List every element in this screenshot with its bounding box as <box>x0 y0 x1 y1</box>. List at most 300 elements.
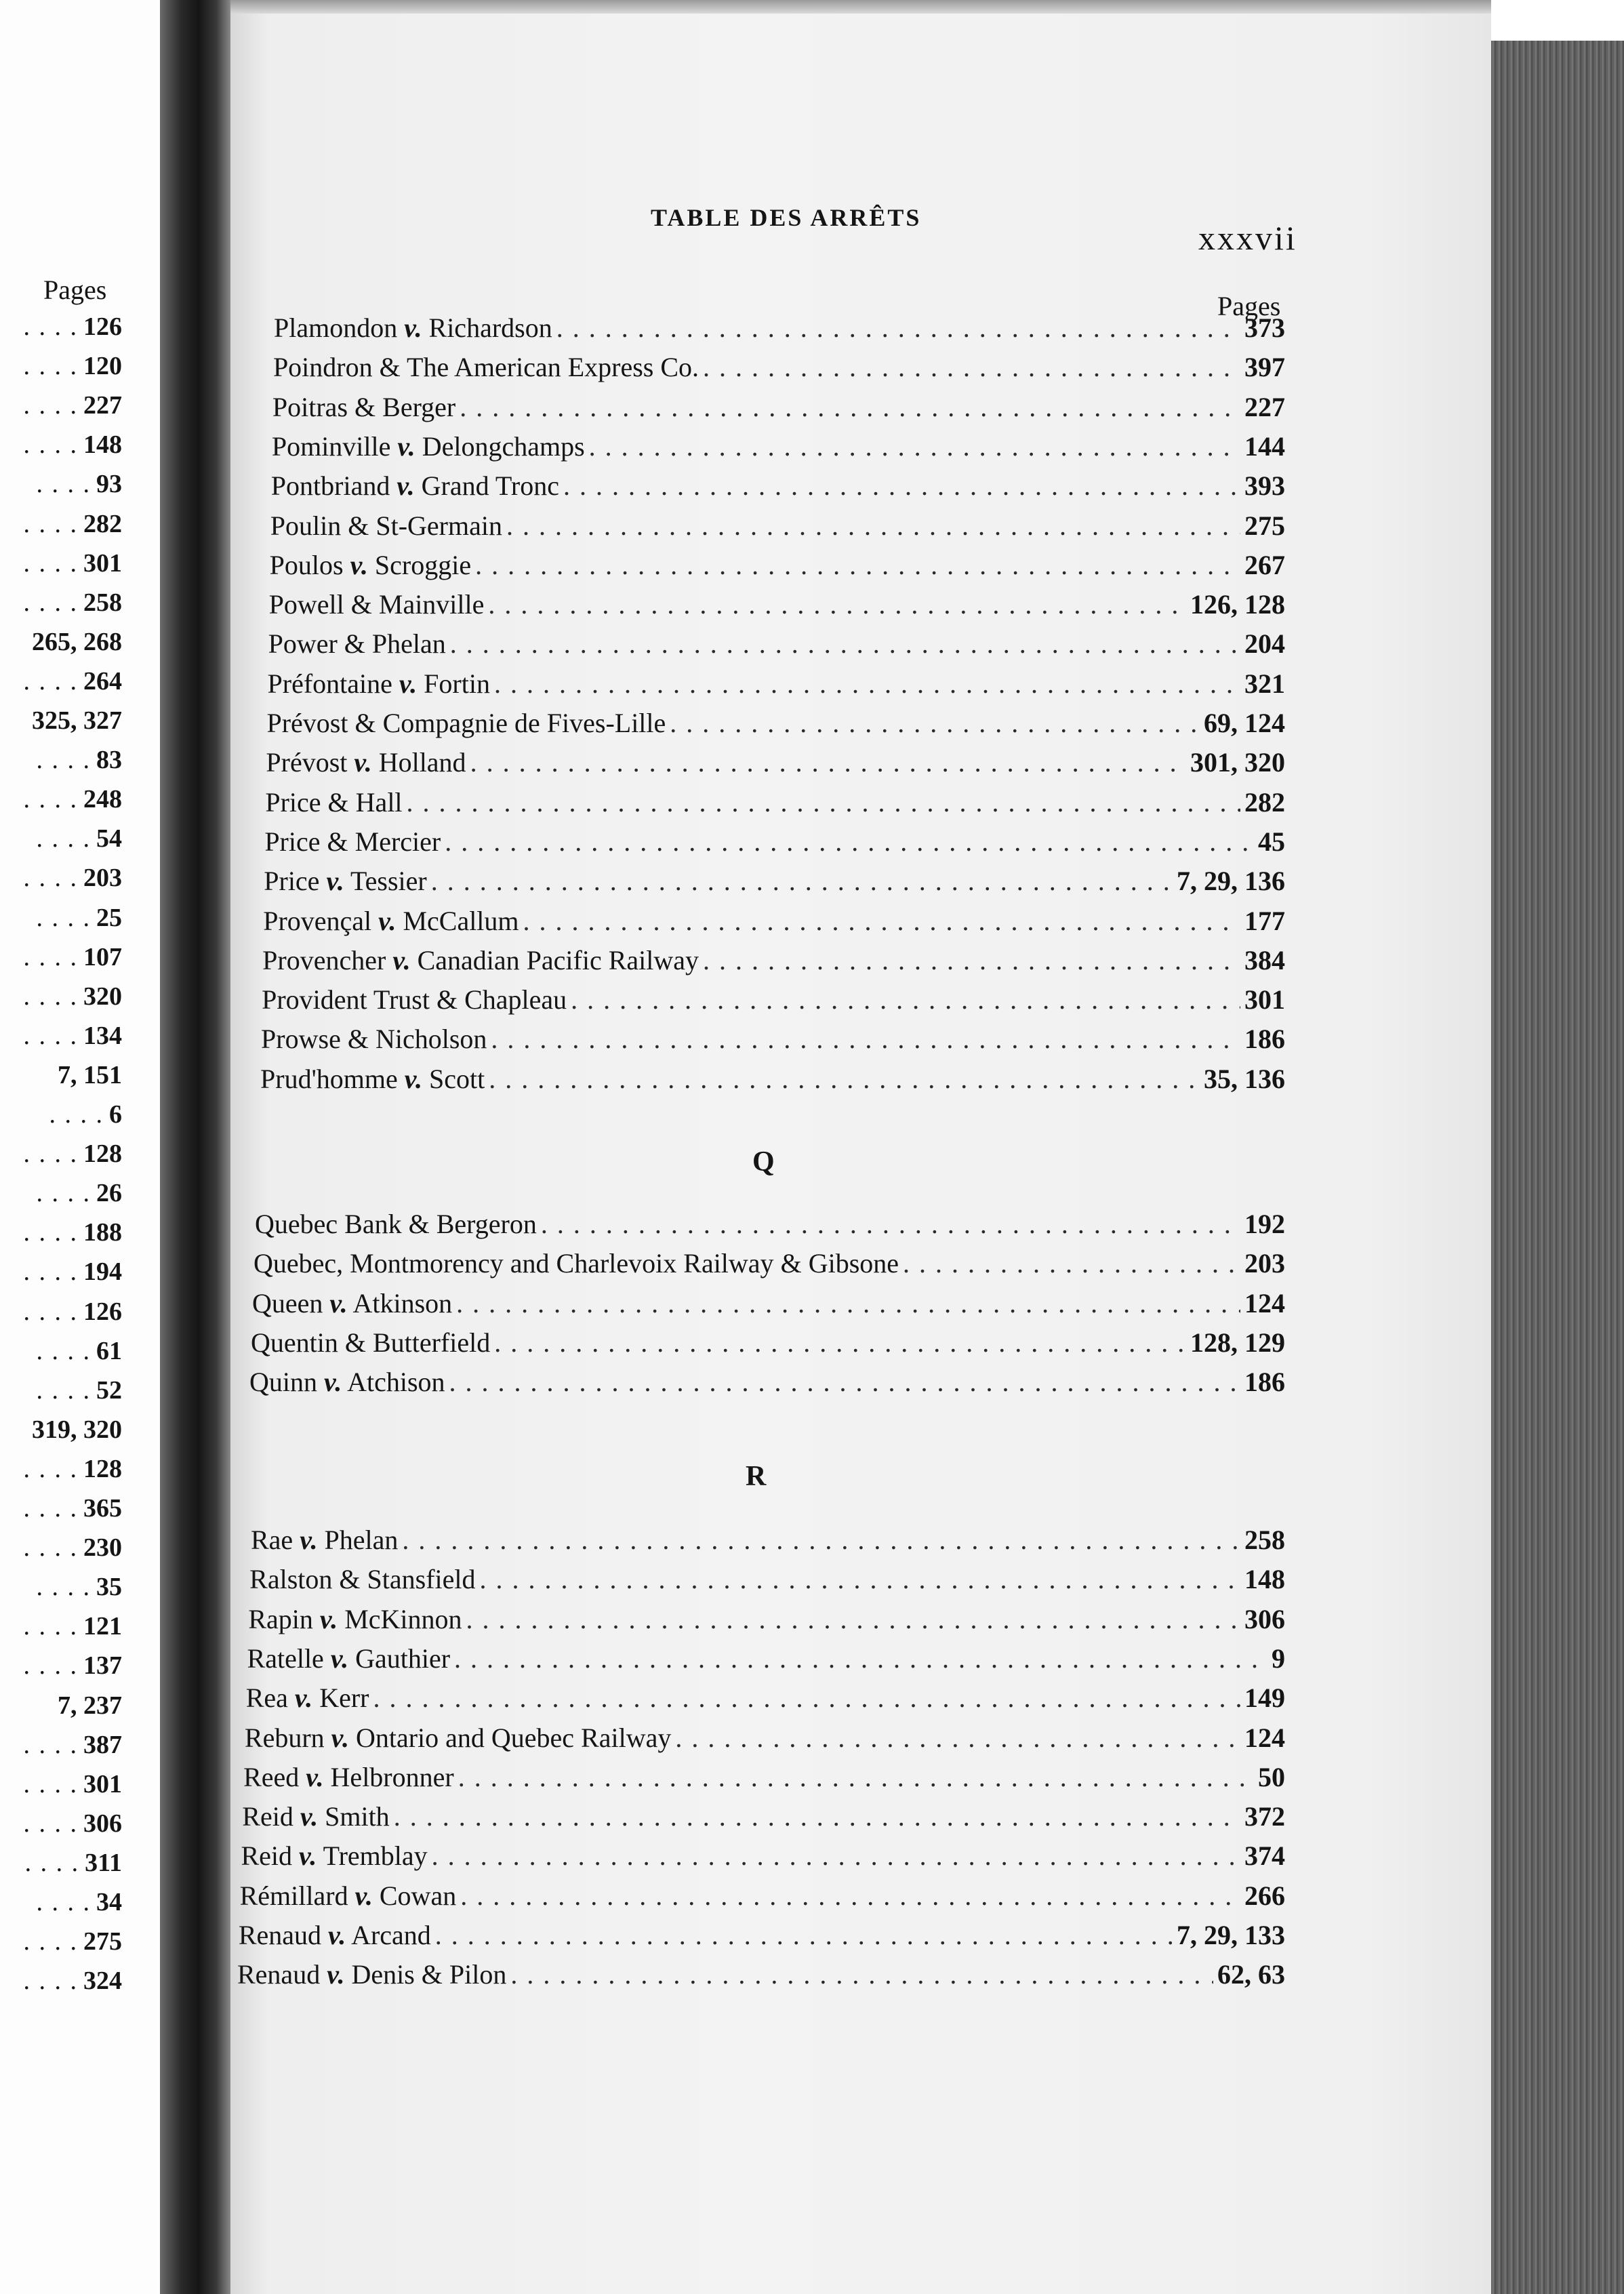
dot-leader <box>675 1722 1240 1754</box>
party-a: Renaud <box>238 1920 321 1950</box>
left-page-reference <box>0 1848 122 1878</box>
party-a: Prowse <box>261 1024 341 1055</box>
page-number: 194 <box>83 1257 122 1287</box>
left-page-reference <box>0 1809 122 1838</box>
party-separator: v. <box>300 1801 319 1832</box>
page-reference: 393 <box>1244 470 1285 502</box>
left-page-reference <box>0 1927 122 1956</box>
case-parties <box>249 1366 445 1398</box>
page-number: 365 <box>83 1494 122 1523</box>
dot-leader: . . . . <box>23 1021 78 1050</box>
index-entry <box>239 1919 1285 1954</box>
case-parties <box>247 1643 451 1674</box>
page-reference: 177 <box>1244 905 1285 936</box>
party-b: Stansfield <box>367 1564 476 1595</box>
dot-leader: . . . . <box>23 1257 78 1287</box>
index-entry <box>247 1643 1285 1678</box>
index-entry <box>272 430 1285 466</box>
dot-leader: . . . . <box>23 785 78 814</box>
page-number: 120 <box>83 352 122 381</box>
case-parties <box>251 1327 490 1359</box>
page-number: 128 <box>83 1140 122 1169</box>
dot-leader <box>394 1800 1240 1832</box>
party-separator: v. <box>404 313 422 343</box>
party-separator: v. <box>399 668 418 699</box>
dot-leader: . . . . <box>23 313 78 341</box>
dot-leader <box>589 430 1240 462</box>
dot-leader: . . . . <box>23 588 78 617</box>
index-entry <box>240 1880 1285 1915</box>
party-separator: v. <box>354 747 372 778</box>
index-entry <box>274 312 1285 347</box>
left-page-reference <box>0 1572 122 1602</box>
page-number: 148 <box>83 430 122 460</box>
dot-leader: . . . . <box>23 982 78 1011</box>
page-number: 264 <box>83 666 122 696</box>
case-parties <box>243 1761 454 1793</box>
page-reference: 45 <box>1257 826 1285 857</box>
dot-leader <box>456 1287 1240 1319</box>
party-a: Ralston <box>249 1564 333 1595</box>
dot-leader: . . . . <box>23 509 78 538</box>
party-a: Poulos <box>269 549 344 580</box>
dot-leader <box>449 1366 1240 1398</box>
party-separator: & <box>347 1024 369 1055</box>
party-a: Ratelle <box>247 1643 324 1674</box>
page-number: 128 <box>83 1454 122 1483</box>
page-reference: 186 <box>1244 1367 1285 1398</box>
party-a: Pontbriand <box>270 470 390 502</box>
case-parties <box>252 1287 452 1319</box>
page-number: 265, 268 <box>32 627 122 656</box>
dot-leader <box>506 510 1240 542</box>
dot-leader: . . . . <box>23 1140 78 1169</box>
party-separator: & <box>354 391 376 422</box>
party-a: Power <box>268 628 338 660</box>
page-number: 203 <box>83 864 122 893</box>
left-page-reference <box>0 1178 122 1208</box>
page-number: 325, 327 <box>32 706 122 735</box>
case-parties <box>274 312 552 344</box>
page-number: 275 <box>83 1927 122 1956</box>
party-b: St-Germain <box>375 510 502 541</box>
left-page-reference <box>0 863 122 893</box>
page-number: 6 <box>109 1100 122 1129</box>
page-reference: 321 <box>1244 668 1285 699</box>
page-number: 7, 237 <box>58 1691 122 1720</box>
party-separator: & <box>350 589 372 620</box>
dot-leader: . . . . <box>23 1612 78 1641</box>
dot-leader <box>523 905 1240 937</box>
index-entry <box>253 1247 1285 1283</box>
page-number: 306 <box>83 1809 122 1838</box>
index-entry <box>272 391 1285 426</box>
party-a: Prévost <box>266 747 348 778</box>
folio: xxxvii <box>1198 219 1297 257</box>
section-letter: Q <box>752 1146 775 1178</box>
left-facing-page <box>0 0 160 2294</box>
page-reference: 124 <box>1244 1287 1285 1319</box>
dot-leader <box>445 826 1254 858</box>
party-b: Scroggie <box>374 549 472 580</box>
case-parties <box>266 707 666 739</box>
page-reference: 275 <box>1244 510 1285 541</box>
dot-leader: . . . . <box>23 1533 78 1563</box>
party-a: Provident <box>262 984 367 1015</box>
party-separator: & <box>780 1248 802 1279</box>
party-separator: & <box>344 628 365 660</box>
page-reference: 35, 136 <box>1204 1063 1285 1094</box>
party-separator: v. <box>319 1603 338 1634</box>
dot-leader: . . . . <box>23 1769 78 1798</box>
party-a: Préfontaine <box>267 668 392 699</box>
party-a: Poulin <box>270 510 342 541</box>
left-page-reference <box>0 1691 122 1720</box>
case-parties <box>269 588 485 620</box>
page-number: 301 <box>83 548 122 578</box>
party-b: Canadian Pacific Railway <box>417 944 699 975</box>
party-a: Plamondon <box>274 313 398 343</box>
party-b: Arcand <box>351 1920 431 1950</box>
party-separator: v. <box>327 1959 345 1990</box>
page-reference: 204 <box>1244 628 1285 660</box>
case-parties <box>253 1247 899 1279</box>
left-page-reference <box>0 1493 122 1523</box>
page-reference: 258 <box>1244 1525 1285 1555</box>
left-page-reference <box>0 548 122 578</box>
party-b: Denis & Pilon <box>351 1959 507 1990</box>
party-separator: v. <box>294 1683 313 1714</box>
party-separator: & <box>327 786 349 818</box>
index-entry <box>260 1063 1285 1098</box>
page-number: 282 <box>83 509 122 538</box>
page-number: 93 <box>96 470 122 499</box>
index-entry <box>270 510 1285 545</box>
book-page-edges <box>1491 41 1624 2294</box>
page-number: 311 <box>85 1848 122 1877</box>
party-b: Mainville <box>378 589 485 620</box>
left-page-reference <box>0 1060 122 1090</box>
party-a: Reid <box>241 1840 292 1872</box>
case-parties <box>241 1840 427 1872</box>
left-page-reference <box>0 1139 122 1169</box>
party-b: Atkinson <box>352 1287 453 1319</box>
index-entry <box>249 1366 1285 1401</box>
dot-leader: . . . . <box>23 864 78 893</box>
party-b: Mercier <box>354 826 441 857</box>
party-b: Atchison <box>347 1367 445 1398</box>
party-a: Price <box>264 866 320 897</box>
case-parties <box>268 668 490 700</box>
party-a: Reburn <box>244 1722 325 1753</box>
dot-leader <box>431 865 1173 897</box>
index-entry <box>268 628 1285 663</box>
dot-leader <box>491 1023 1240 1055</box>
right-pages-label: Pages <box>1217 291 1281 321</box>
case-parties <box>263 905 519 937</box>
party-b: Butterfield <box>373 1327 491 1358</box>
party-separator: v. <box>331 1722 349 1753</box>
page-number: 61 <box>96 1336 122 1365</box>
dot-leader: . . . . <box>23 1218 78 1247</box>
case-parties <box>255 1208 537 1240</box>
book-gutter <box>160 0 230 2294</box>
party-a: Powell <box>268 589 344 620</box>
left-page-reference <box>0 1454 122 1484</box>
page-reference: 69, 124 <box>1203 708 1285 738</box>
dot-leader: . . . . <box>36 746 91 775</box>
index-entry <box>241 1840 1285 1875</box>
dot-leader <box>480 1563 1240 1595</box>
case-parties <box>270 549 471 581</box>
page-number: 126 <box>83 1297 122 1326</box>
party-a: Rapin <box>248 1603 313 1634</box>
party-separator: v. <box>299 1840 317 1872</box>
party-separator: v. <box>397 430 415 462</box>
dot-leader <box>402 1524 1240 1556</box>
party-separator: v. <box>324 1367 342 1398</box>
left-page-reference <box>0 1218 122 1247</box>
page-number: 387 <box>83 1730 122 1759</box>
left-page-reference <box>0 1336 122 1366</box>
party-separator: v. <box>326 866 344 897</box>
dot-leader <box>903 1247 1240 1279</box>
case-parties <box>264 826 441 858</box>
dot-leader <box>703 944 1240 976</box>
party-a: Prévost <box>266 708 348 738</box>
left-page-reference <box>0 1297 122 1327</box>
index-entry <box>263 905 1285 940</box>
dot-leader: . . . . <box>36 1336 91 1365</box>
party-separator: v. <box>350 549 368 580</box>
left-page-reference <box>0 666 122 696</box>
dot-leader <box>494 1327 1186 1359</box>
index-entry <box>269 588 1285 624</box>
index-entry <box>237 1958 1285 1994</box>
party-a: Prud'homme <box>260 1063 398 1094</box>
dot-leader: . . . . <box>23 548 78 578</box>
party-a: Provencher <box>262 944 386 975</box>
page-number: 301 <box>83 1769 122 1798</box>
page-number: 320 <box>83 982 122 1011</box>
index-entry <box>262 944 1285 980</box>
case-parties <box>237 1958 506 1990</box>
left-page-reference <box>0 1887 122 1917</box>
party-a: Queen <box>252 1287 323 1319</box>
case-parties <box>273 351 699 383</box>
index-entry <box>266 746 1285 782</box>
left-page-reference <box>0 1375 122 1405</box>
party-b: Tremblay <box>323 1840 428 1872</box>
page-reference: 128, 129 <box>1190 1327 1285 1358</box>
left-page-reference <box>0 1100 122 1129</box>
party-separator: v. <box>404 1063 423 1094</box>
party-b: Richardson <box>428 313 552 343</box>
page-reference: 203 <box>1244 1248 1285 1279</box>
index-entry <box>249 1563 1285 1598</box>
case-parties <box>249 1563 475 1595</box>
case-parties <box>270 510 502 542</box>
left-page-reference <box>0 1966 122 1996</box>
left-page-reference <box>0 745 122 775</box>
case-parties <box>272 391 455 423</box>
page-number: 52 <box>96 1375 122 1405</box>
case-parties <box>266 746 466 778</box>
party-a: Quebec Bank <box>255 1209 402 1239</box>
party-b: The American Express Co. <box>407 352 699 383</box>
dot-leader: . . . . <box>23 1454 78 1483</box>
left-page-reference <box>0 942 122 972</box>
index-entry <box>252 1287 1285 1323</box>
left-page-reference <box>0 1257 122 1287</box>
page-number: 227 <box>83 391 122 420</box>
case-parties <box>271 470 559 502</box>
party-b: Nicholson <box>375 1024 487 1055</box>
case-parties <box>272 430 585 462</box>
case-parties <box>239 1919 431 1951</box>
left-page-reference <box>0 1611 122 1641</box>
section-letter: R <box>746 1461 767 1492</box>
page-reference: 384 <box>1244 944 1285 975</box>
left-page-reference <box>0 390 122 420</box>
dot-leader <box>556 312 1240 344</box>
dot-leader: . . . . <box>23 1809 78 1838</box>
party-a: Poindron <box>272 352 373 383</box>
dot-leader <box>488 588 1186 620</box>
dot-leader: . . . . <box>36 470 91 499</box>
party-b: Helbronner <box>330 1761 454 1792</box>
page-number: 258 <box>83 588 122 617</box>
dot-leader <box>703 351 1240 383</box>
page-reference: 373 <box>1244 313 1285 343</box>
page-number: 7, 151 <box>58 1060 122 1089</box>
dot-leader: . . . . <box>23 430 78 460</box>
page-reference: 186 <box>1244 1024 1285 1055</box>
party-separator: & <box>344 1327 366 1358</box>
left-pages-label: Pages <box>43 275 107 305</box>
dot-leader <box>450 628 1240 660</box>
party-a: Rae <box>251 1525 293 1555</box>
party-a: Price <box>265 786 321 818</box>
party-b: Delongchamps <box>422 430 585 462</box>
left-page-reference <box>0 588 122 618</box>
index-entry <box>243 1761 1285 1796</box>
dot-leader: . . . . <box>36 1375 91 1405</box>
page-number: 34 <box>96 1888 122 1916</box>
case-parties <box>260 1063 485 1095</box>
page-number: 126 <box>83 313 122 341</box>
dot-leader: . . . . <box>23 1730 78 1759</box>
case-parties <box>268 628 446 660</box>
dot-leader <box>475 549 1240 581</box>
party-a: Renaud <box>237 1959 321 1990</box>
party-b: McKinnon <box>344 1603 462 1634</box>
page-number: 137 <box>83 1651 122 1681</box>
dot-leader <box>466 1603 1240 1635</box>
left-page-reference <box>0 469 122 499</box>
party-separator: v. <box>306 1761 324 1792</box>
left-page-reference <box>0 903 122 933</box>
index-entry <box>246 1682 1285 1717</box>
party-a: Price <box>264 826 321 857</box>
index-entry <box>261 1023 1285 1058</box>
dot-leader: . . . . <box>23 352 78 381</box>
left-page-reference <box>0 784 122 814</box>
party-separator: & <box>348 510 369 541</box>
dot-leader: . . . . <box>36 1179 91 1208</box>
index-entry <box>268 668 1285 703</box>
dot-leader <box>470 746 1186 778</box>
page-reference: 149 <box>1244 1683 1285 1714</box>
page-number: 134 <box>83 1021 122 1050</box>
page-reference: 62, 63 <box>1217 1959 1285 1990</box>
case-parties <box>261 1023 487 1055</box>
page-number: 188 <box>83 1218 122 1247</box>
party-a: Quebec, Montmorency and Charlevoix Railway <box>253 1248 774 1279</box>
party-separator: v. <box>397 470 415 502</box>
case-parties <box>264 865 426 897</box>
dot-leader: . . . . <box>23 666 78 696</box>
party-separator: & <box>408 1209 430 1239</box>
party-a: Quinn <box>249 1367 317 1398</box>
party-separator: v. <box>330 1643 349 1674</box>
dot-leader: . . . . <box>23 1927 78 1956</box>
party-a: Rémillard <box>239 1880 348 1911</box>
index-entry <box>264 826 1285 861</box>
page-reference: 7, 29, 133 <box>1176 1920 1285 1950</box>
dot-leader <box>510 1958 1213 1990</box>
page-reference: 301, 320 <box>1190 747 1285 778</box>
left-page-reference <box>0 982 122 1011</box>
page-number: 230 <box>83 1533 122 1563</box>
page-reference: 267 <box>1244 549 1285 580</box>
party-a: Reed <box>243 1761 300 1792</box>
left-page-reference <box>0 706 122 736</box>
party-separator: v. <box>354 1880 373 1911</box>
dot-leader: . . . . <box>24 1848 80 1877</box>
party-b: Fortin <box>424 668 490 699</box>
party-b: Grand Tronc <box>421 470 559 502</box>
party-b: McCallum <box>403 905 519 936</box>
page-number: 26 <box>96 1179 122 1208</box>
page-reference: 7, 29, 136 <box>1176 866 1285 897</box>
left-page-reference <box>0 627 122 657</box>
page-number: 319, 320 <box>32 1415 122 1444</box>
index-entry <box>273 351 1285 386</box>
case-parties <box>240 1880 457 1912</box>
dot-leader <box>373 1682 1240 1714</box>
party-b: Scott <box>429 1063 485 1094</box>
page-number: 35 <box>96 1573 122 1602</box>
party-b: Phelan <box>324 1525 399 1555</box>
page-number: 248 <box>83 785 122 814</box>
party-b: Cowan <box>379 1880 457 1911</box>
page-reference: 301 <box>1244 984 1285 1015</box>
page-reference: 372 <box>1244 1801 1285 1832</box>
party-b: Holland <box>378 747 466 778</box>
party-a: Pominville <box>271 430 391 462</box>
dot-leader <box>541 1208 1240 1240</box>
dot-leader <box>432 1840 1240 1872</box>
index-entry <box>264 865 1285 900</box>
dot-leader: . . . . <box>23 1967 78 1996</box>
dot-leader: . . . . <box>23 1297 78 1326</box>
page-reference: 227 <box>1244 391 1285 422</box>
party-b: Trust & Chapleau <box>373 984 567 1015</box>
party-separator: & <box>339 1564 361 1595</box>
party-a: Provençal <box>263 905 372 936</box>
dot-leader <box>460 1880 1240 1912</box>
